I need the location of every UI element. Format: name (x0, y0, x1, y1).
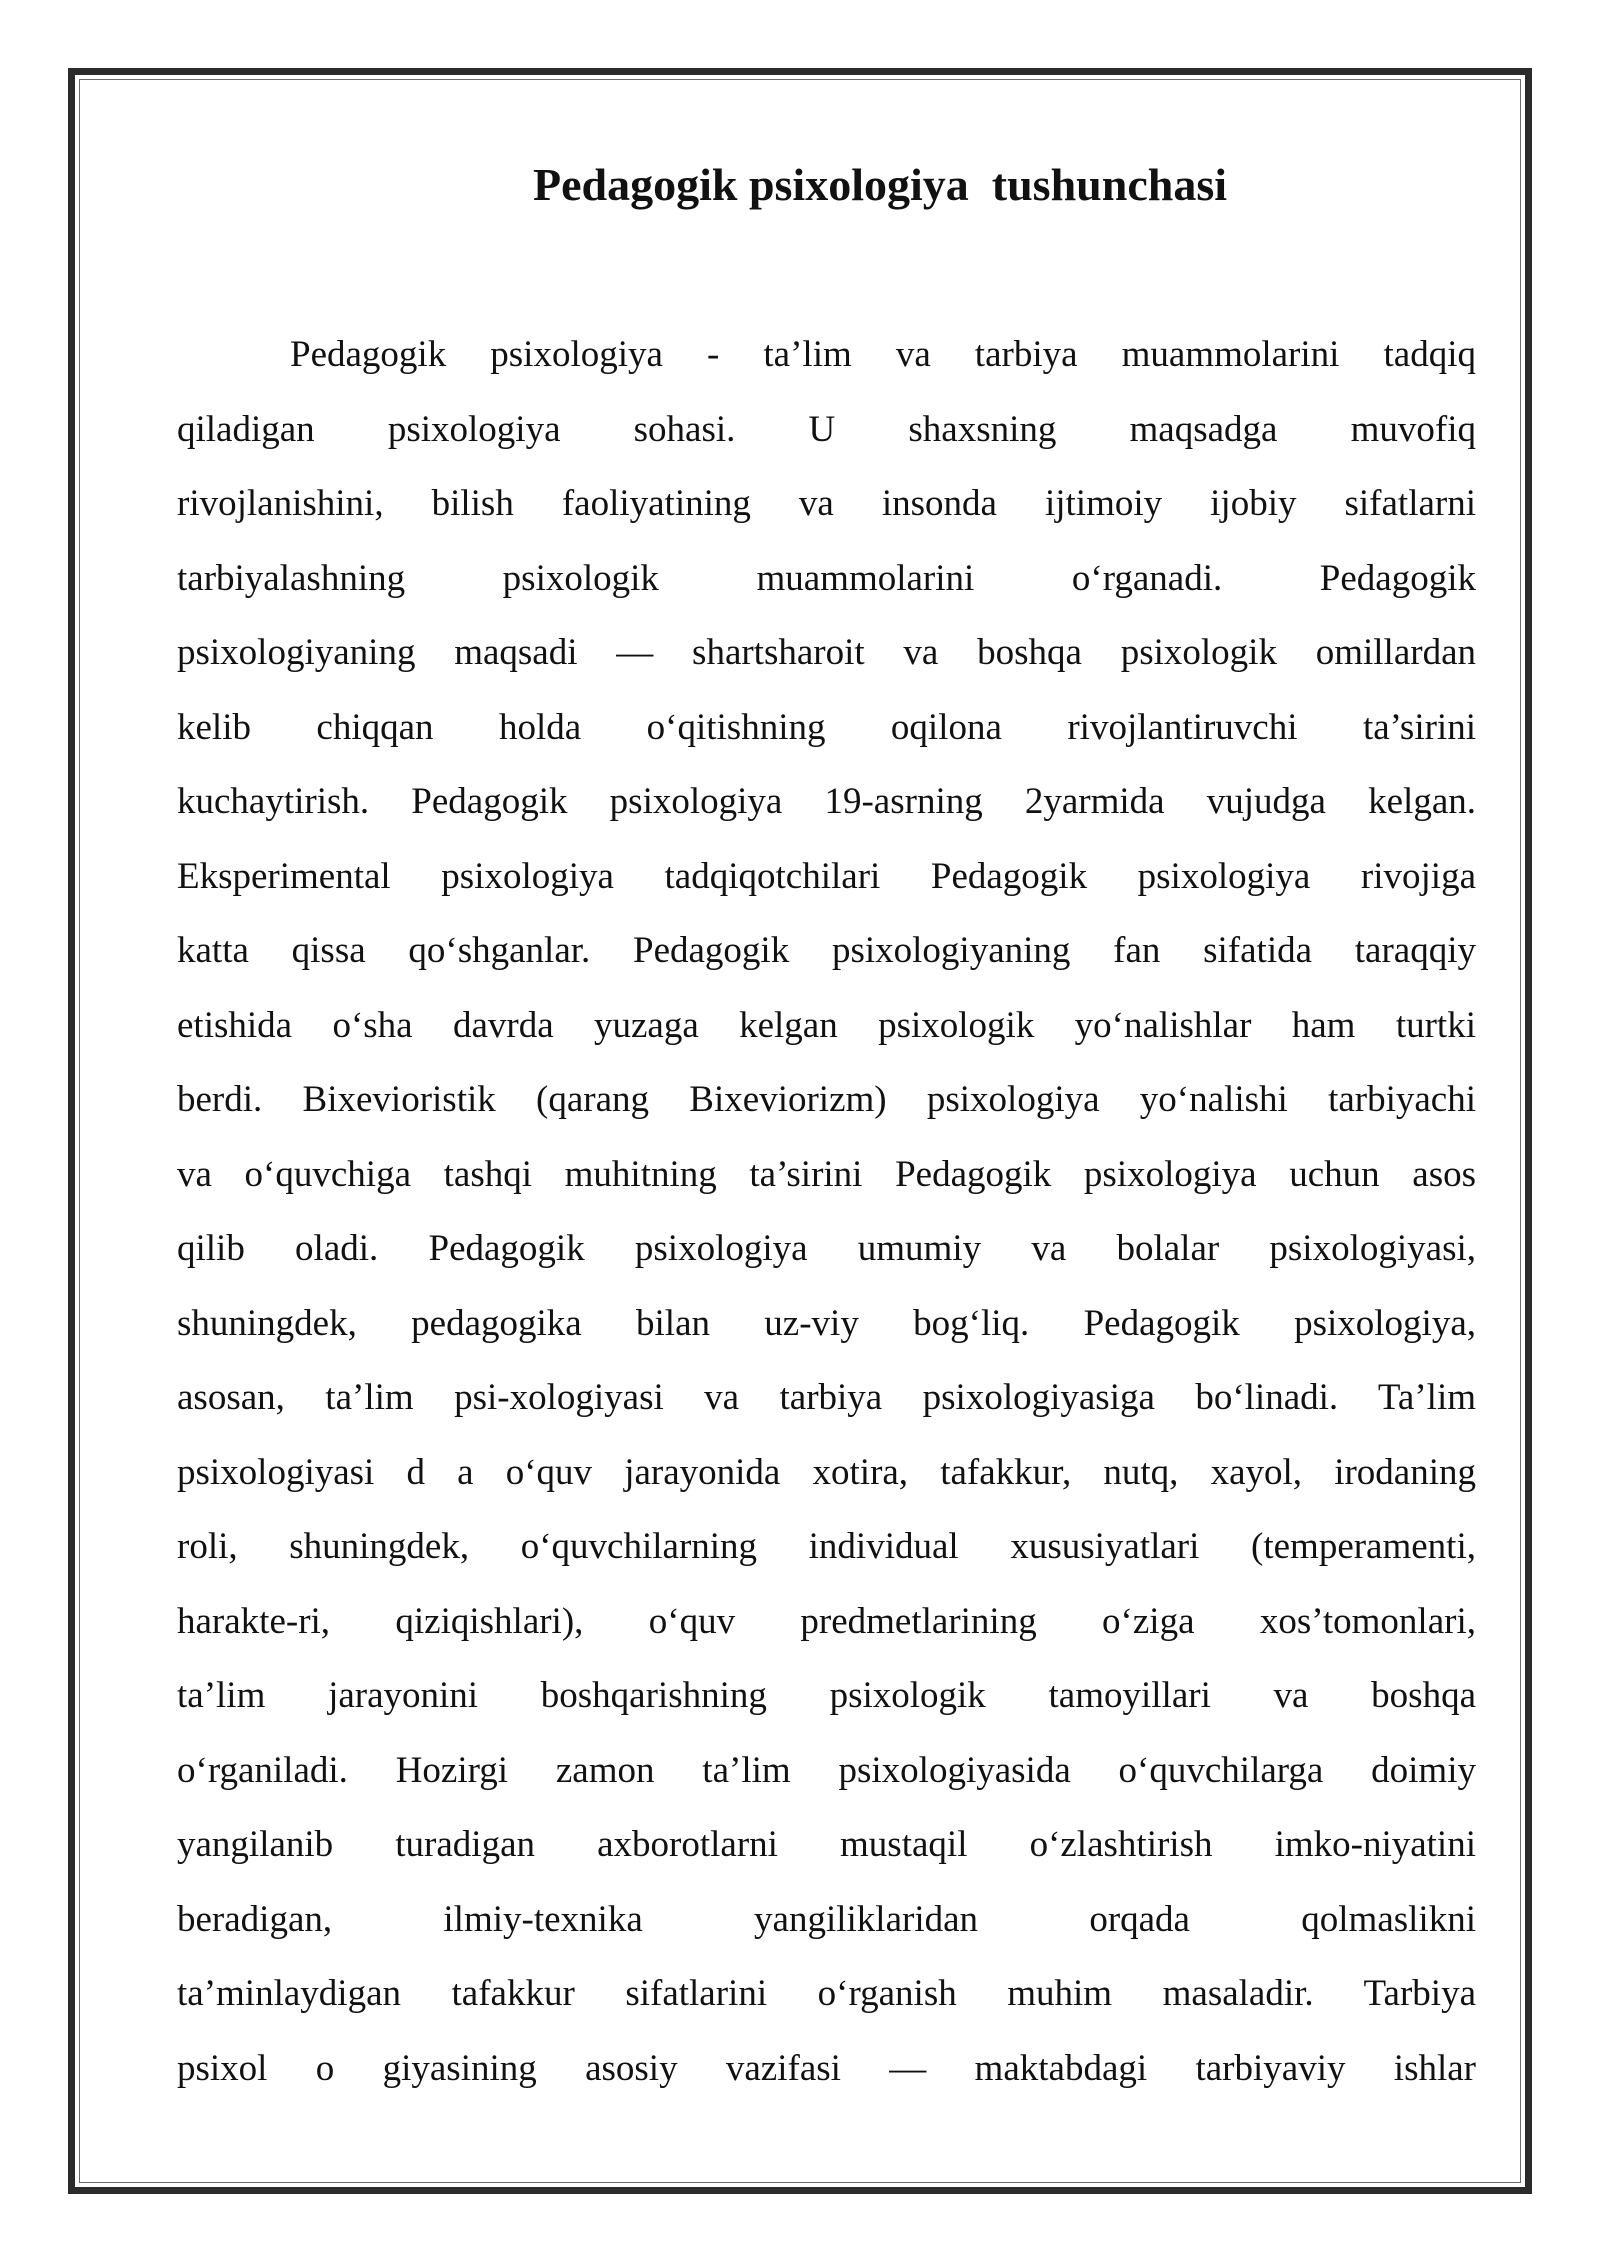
paragraph-line: katta qissa qo‘shganlar. Pedagogik psixologiyaning fan sifatida taraqqiy (177, 930, 1476, 971)
paragraph-line: rivojlanishini, bilish faoliyatining va insonda ijtimoiy ijobiy sifatlarni (177, 483, 1476, 524)
paragraph-line: qilib oladi. Pedagogik psixologiya umumiy va bolalar psixologiyasi, (177, 1228, 1476, 1269)
paragraph-line: Eksperimental psixologiya tadqiqotchilari Pedagogik psixologiya rivojiga (177, 855, 1476, 897)
paragraph-line: shuningdek, pedagogika bilan uz-viy bog‘liq. Pedagogik psixologiya, (177, 1302, 1476, 1344)
paragraph-line: kuchaytirish. Pedagogik psixologiya 19-asrning 2yarmida vujudga kelgan. (177, 781, 1476, 822)
paragraph-line: harakte-ri, qiziqishlari), o‘quv predmetlarining o‘ziga xos’tomonlari, (177, 1600, 1476, 1642)
paragraph-line: qiladigan psixologiya sohasi. U shaxsning maqsadga muvofiq (177, 408, 1476, 450)
paragraph-line: psixol o giyasining asosiy vazifasi — maktabdagi tarbiyaviy ishlar (177, 2047, 1476, 2089)
paragraph-line: psixologiyasi d a o‘quv jarayonida xotira, tafakkur, nutq, xayol, irodaning (177, 1451, 1476, 1493)
paragraph-line: etishida o‘sha davrda yuzaga kelgan psixologik yo‘nalishlar ham turtki (177, 1004, 1476, 1046)
paragraph-line: beradigan, ilmiy-texnika yangiliklaridan orqada qolmaslikni (177, 1898, 1476, 1940)
paragraph-line: yangilanib turadigan axborotlarni mustaqil o‘zlashtirish imko-niyatini (177, 1824, 1476, 1865)
paragraph-line: roli, shuningdek, o‘quvchilarning individual xususiyatlari (temperamenti, (177, 1526, 1476, 1567)
paragraph-line: asosan, ta’lim psi-xologiyasi va tarbiya psixologiyasiga bo‘linadi. Ta’lim (177, 1377, 1476, 1418)
document-title: Pedagogik psixologiya tushunchasi (532, 159, 1228, 210)
paragraph-line: ta’lim jarayonini boshqarishning psixologik tamoyillari va boshqa (177, 1675, 1476, 1716)
paragraph-line: ta’minlaydigan tafakkur sifatlarini o‘rganish muhim masaladir. Tarbiya (177, 1973, 1476, 2014)
paragraph-line: kelib chiqqan holda o‘qitishning oqilona rivojlantiruvchi ta’sirini (177, 706, 1476, 748)
paragraph-line: o‘rganiladi. Hozirgi zamon ta’lim psixologiyasida o‘quvchilarga doimiy (177, 1749, 1476, 1791)
paragraph-line: tarbiyalashning psixologik muammolarini o‘rganadi. Pedagogik (177, 557, 1476, 599)
paragraph-line: berdi. Bixevioristik (qarang Bixeviorizm) psixologiya yo‘nalishi tarbiyachi (177, 1079, 1476, 1120)
paragraph-line: psixologiyaning maqsadi — shartsharoit va boshqa psixologik omillardan (177, 632, 1476, 673)
paragraph-line: va o‘quvchiga tashqi muhitning ta’sirini Pedagogik psixologiya uchun asos (177, 1153, 1476, 1195)
body-paragraph (177, 318, 1476, 2106)
paragraph-line: Pedagogik psixologiya - ta’lim va tarbiya muammolarini tadqiq (290, 334, 1476, 375)
